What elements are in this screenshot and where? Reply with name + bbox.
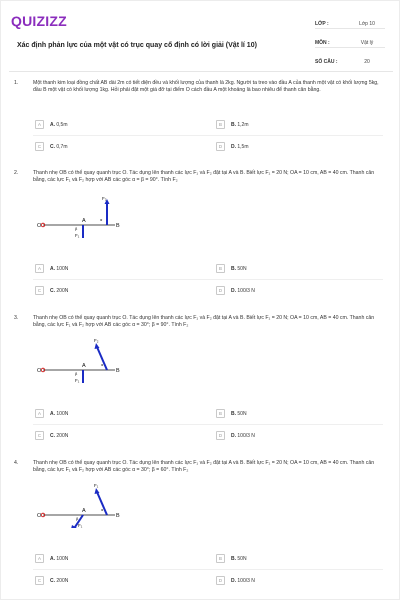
point-o: O (37, 513, 42, 519)
force-f2-label: F₂ (102, 196, 107, 201)
option-b[interactable]: B B. 50N (216, 264, 366, 274)
point-a: A (82, 218, 86, 224)
option-a[interactable]: A A. 100N (35, 264, 185, 274)
question-number: 2. (14, 170, 19, 176)
lever-diagram (33, 484, 125, 528)
worksheet-title: Xác định phản lực của một vật có trục quay cố định có lời giải (Vật lí 10) (17, 42, 257, 49)
header-divider (9, 71, 393, 72)
alpha-label: α (101, 507, 104, 512)
option-a[interactable]: A A. 100N (35, 554, 185, 564)
point-a: A (82, 363, 86, 369)
question-number: 4. (14, 460, 19, 466)
meta-label: SỐ CÂU : (315, 59, 338, 65)
lever-diagram (33, 194, 125, 238)
option-b[interactable]: B B. 50N (216, 554, 366, 564)
point-a: A (82, 508, 86, 514)
meta-value: Vật lý (360, 40, 374, 46)
meta-label: MÔN : (315, 40, 330, 46)
option-b[interactable]: B B. 1,2m (216, 120, 366, 130)
point-o: O (37, 368, 42, 374)
question-text: Thanh nhẹ OB có thể quay quanh trục O. Tác dụng lên thanh các lực F₁ và F₂ đặt tại A và B. Biết lực F₁ = 20 N; OA = 10 cm, AB = 40 cm. Thanh cân bằng, các lực F₁ và F₂ hợp với AB các góc α = 30°; β = 60°. Tính F₂ (33, 460, 375, 474)
question-text: Thanh nhẹ OB có thể quay quanh trục O. Tác dụng lên thanh các lực F₁ và F₂ đặt tại A và B. Biết lực F₁ = 20 N; OA = 10 cm, AB = 40 cm. Thanh cân bằng, các lực F₁ và F₂ hợp với AB các góc α = 30°; β = 90°. Tính F₂ (33, 315, 375, 329)
force-f1-label: F₁ (75, 233, 80, 238)
option-d[interactable]: D D. 100/3 N (216, 431, 366, 441)
question-number: 1. (14, 80, 19, 86)
option-c[interactable]: C C. 200N (35, 431, 185, 441)
meta-count-row (315, 55, 385, 67)
option-separator (33, 569, 383, 570)
point-b: B (116, 368, 120, 374)
force-bottom-label: F₁ (78, 523, 83, 528)
beta-label: β (75, 226, 78, 231)
quizizz-logo: QUIZIZZ (11, 13, 67, 29)
question-text: Thanh nhẹ OB có thể quay quanh trục O. Tác dụng lên thanh các lực F₁ và F₂ đặt tại A và B. Biết lực F₁ = 20 N; OA = 10 cm, AB = 40 cm. Thanh cân bằng, các lực F₁ và F₂ hợp với AB các góc α = β = 90°. Tính F₂ (33, 170, 375, 184)
option-d[interactable]: D D. 100/3 N (216, 576, 366, 586)
option-c[interactable]: C C. 0,7m (35, 142, 185, 152)
option-d[interactable]: D D. 1,5m (216, 142, 366, 152)
point-o: O (37, 223, 42, 229)
point-b: B (116, 223, 120, 229)
question-text: Một thanh kim loại đồng chất AB dài 2m có tiết diện đều và khối lượng của thanh là 2kg. Người ta treo vào đầu A của thanh một vật có khối lượng 5kg, đầu B một vật có khối lượng 1kg. Hỏi phải đặt một giá đỡ tại điểm O cách đầu A một khoảng là bao nhiêu để thanh cân bằng. (33, 80, 379, 94)
force-top-label: F₁ (94, 484, 99, 488)
option-c[interactable]: C C. 200N (35, 576, 185, 586)
alpha-label: α (100, 217, 103, 222)
option-c[interactable]: C C. 200N (35, 286, 185, 296)
meta-subject-row (315, 36, 385, 48)
option-a[interactable]: A A. 100N (35, 409, 185, 419)
meta-grade-row (315, 17, 385, 29)
worksheet-header (9, 11, 393, 63)
meta-value: Lớp 10 (359, 21, 375, 27)
alpha-label: α (101, 362, 104, 367)
question-number: 3. (14, 315, 19, 321)
force-f2-label: F₂ (94, 339, 99, 343)
beta-label: β (76, 516, 79, 521)
option-b[interactable]: B B. 50N (216, 409, 366, 419)
option-separator (33, 135, 383, 136)
option-a[interactable]: A A. 0,5m (35, 120, 185, 130)
beta-label: β (75, 371, 78, 376)
option-separator (33, 279, 383, 280)
meta-value: 20 (364, 59, 370, 65)
force-f1-label: F₁ (75, 378, 80, 383)
point-b: B (116, 513, 120, 519)
option-d[interactable]: D D. 100/3 N (216, 286, 366, 296)
lever-diagram (33, 339, 125, 383)
option-separator (33, 424, 383, 425)
meta-label: LỚP : (315, 21, 329, 27)
